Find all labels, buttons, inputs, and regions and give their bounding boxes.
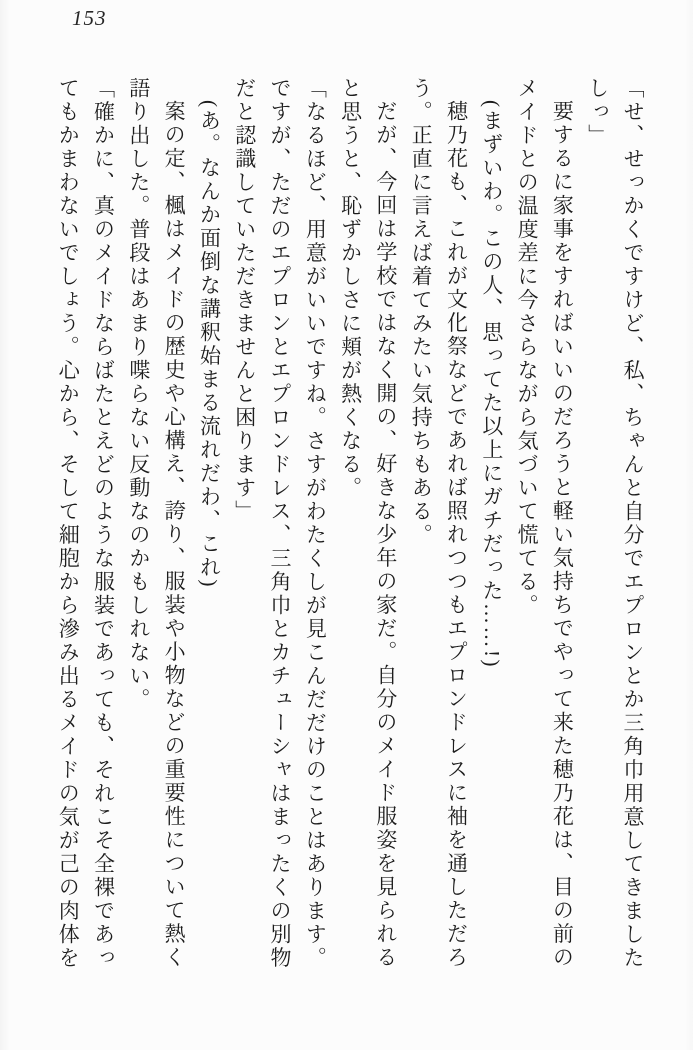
text-line: 語り出した。普段はあまり喋らない反動なのかもしれない。 bbox=[126, 77, 151, 712]
text-line: 要するに家事をすればいいのだろうと軽い気持ちでやって来た穂乃花は、目の前の bbox=[550, 100, 575, 970]
text-line: だが、今回は学校ではなく開の、好きな少年の家だ。自分のメイド服姿を見られる bbox=[373, 100, 398, 970]
text-line: だと認識していただきませんと困ります」 bbox=[232, 77, 257, 524]
text-line: しっ」 bbox=[585, 77, 610, 148]
page-number: 153 bbox=[72, 6, 107, 30]
text-line: 案の定、楓はメイドの歴史や心構え、誇り、服装や小物などの重要性について熱く bbox=[162, 100, 187, 970]
text-line: 「なるほど、用意がいいですね。さすがわたくしが見こんだだけのことはあります。 bbox=[303, 77, 328, 970]
text-line: ですが、ただのエプロンとエプロンドレス、三角巾とカチューシャはまったくの別物 bbox=[268, 77, 293, 970]
text-line: う。正直に言えば着てみたい気持ちもある。 bbox=[409, 77, 434, 547]
text-line: 穂乃花も、これが文化祭などであれば照れつつもエプロンドレスに袖を通しただろ bbox=[444, 100, 469, 970]
text-line: 「せ、せっかくですけど、私、ちゃんと自分でエプロンとか三角巾用意してきました bbox=[621, 77, 645, 970]
text-line: (まずいわ。この人、思ってた以上にガチだった……!) bbox=[479, 100, 504, 669]
text-line: 「確かに、真のメイドならばたとえどのような服装であっても、それこそ全裸であっ bbox=[91, 77, 116, 970]
text-line: てもかまわないでしょう。心から、そして細胞から滲み出るメイドの気が己の肉体を bbox=[56, 77, 81, 970]
text-line: (あ。なんか面倒な講釈始まる流れだわ、これ) bbox=[197, 100, 222, 589]
text-columns bbox=[48, 77, 650, 989]
text-line: メイドとの温度差に今さらながら気づいて慌てる。 bbox=[515, 77, 540, 618]
text-line: と思うと、恥ずかしさに頬が熱くなる。 bbox=[338, 77, 363, 500]
